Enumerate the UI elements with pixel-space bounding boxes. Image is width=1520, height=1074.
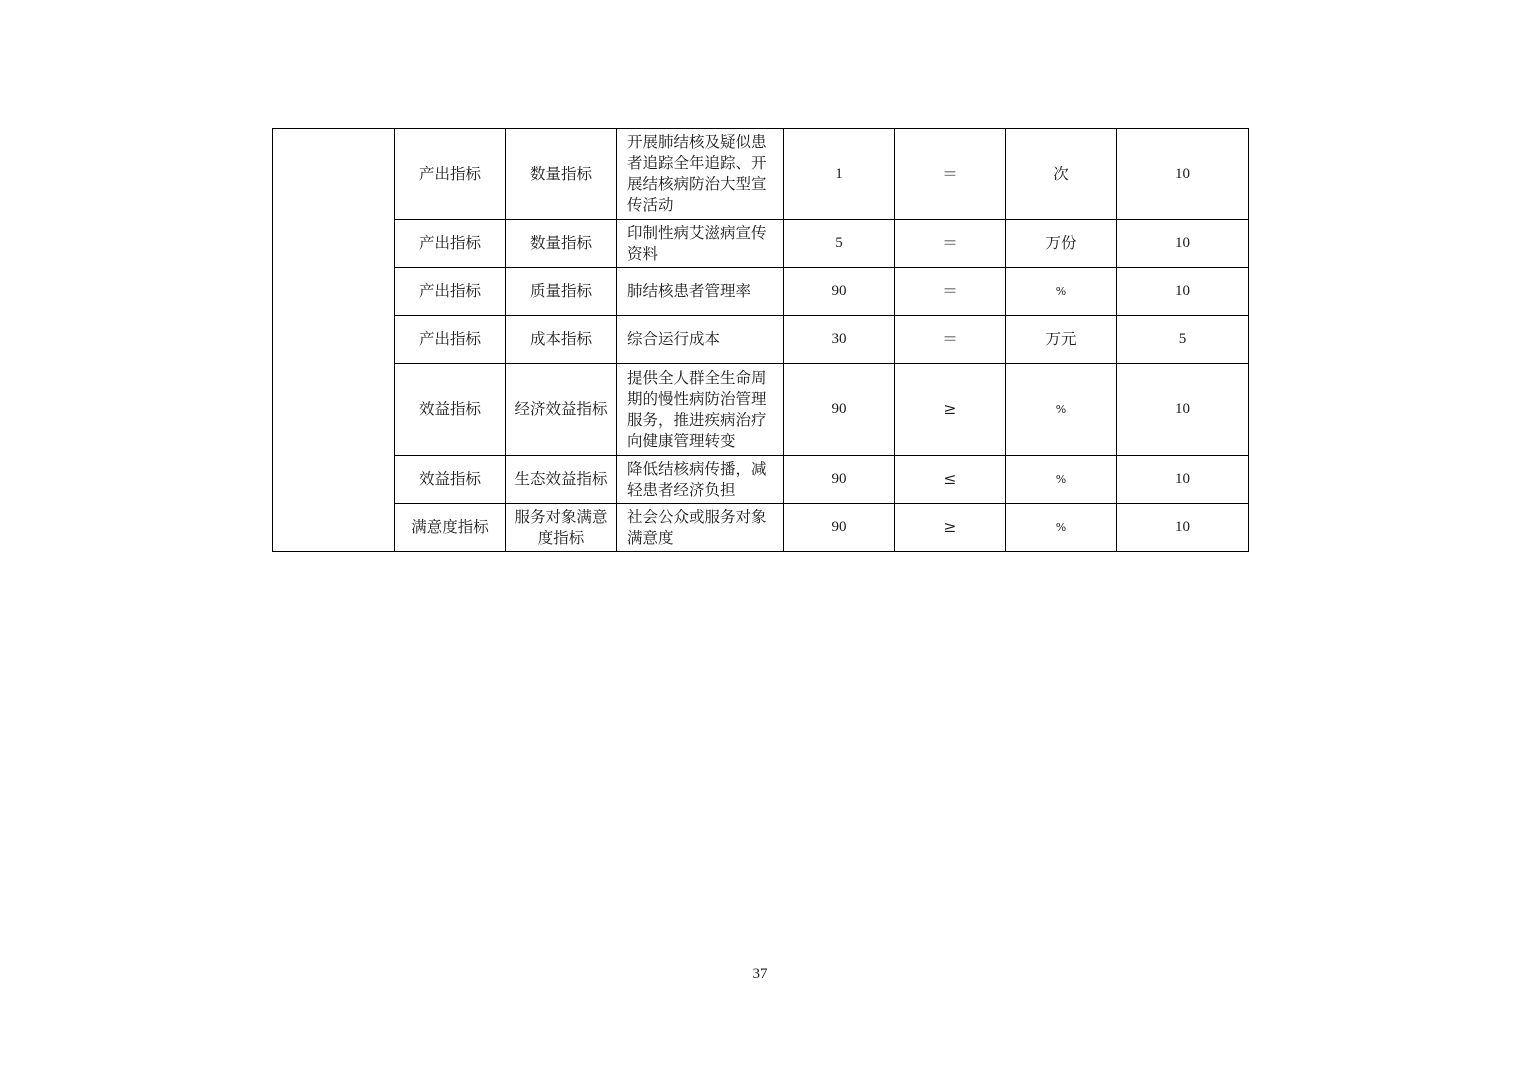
- unit-cell: %: [1006, 268, 1117, 316]
- table-row: [273, 504, 1249, 552]
- level2-indicator-cell: 服务对象满意度指标: [506, 504, 617, 552]
- indicator-description-cell: 降低结核病传播，减轻患者经济负担: [617, 456, 784, 504]
- score-cell: 5: [1117, 316, 1249, 364]
- score-cell: 10: [1117, 456, 1249, 504]
- level1-indicator-cell: 满意度指标: [395, 504, 506, 552]
- target-value-cell: 90: [784, 504, 895, 552]
- operator-cell: ＝: [895, 129, 1006, 220]
- level2-indicator-cell: 成本指标: [506, 316, 617, 364]
- score-cell: 10: [1117, 220, 1249, 268]
- indicator-description-cell: 综合运行成本: [617, 316, 784, 364]
- page-number: 37: [752, 966, 768, 982]
- target-value-cell: 1: [784, 129, 895, 220]
- level1-indicator-cell: 效益指标: [395, 456, 506, 504]
- indicator-description-cell: 提供全人群全生命周期的慢性病防治管理服务，推进疾病治疗向健康管理转变: [617, 364, 784, 456]
- indicator-description-cell: 社会公众或服务对象满意度: [617, 504, 784, 552]
- target-value-cell: 5: [784, 220, 895, 268]
- table-row: [273, 129, 1249, 220]
- unit-cell: %: [1006, 364, 1117, 456]
- unit-cell: %: [1006, 504, 1117, 552]
- operator-cell: ＝: [895, 220, 1006, 268]
- merged-category-cell: [273, 129, 395, 552]
- table-row: [273, 220, 1249, 268]
- table-row: [273, 316, 1249, 364]
- unit-cell: 万元: [1006, 316, 1117, 364]
- level1-indicator-cell: 产出指标: [395, 316, 506, 364]
- performance-indicator-table: [272, 128, 1249, 552]
- level2-indicator-cell: 质量指标: [506, 268, 617, 316]
- level2-indicator-cell: 数量指标: [506, 129, 617, 220]
- score-cell: 10: [1117, 268, 1249, 316]
- level1-indicator-cell: 产出指标: [395, 268, 506, 316]
- target-value-cell: 90: [784, 268, 895, 316]
- target-value-cell: 90: [784, 456, 895, 504]
- level2-indicator-cell: 经济效益指标: [506, 364, 617, 456]
- unit-cell: %: [1006, 456, 1117, 504]
- operator-cell: ≥: [895, 364, 1006, 456]
- indicator-description-cell: 印制性病艾滋病宣传资料: [617, 220, 784, 268]
- score-cell: 10: [1117, 364, 1249, 456]
- level1-indicator-cell: 产出指标: [395, 129, 506, 220]
- unit-cell: 万份: [1006, 220, 1117, 268]
- indicator-description-cell: 肺结核患者管理率: [617, 268, 784, 316]
- level1-indicator-cell: 产出指标: [395, 220, 506, 268]
- operator-cell: ≤: [895, 456, 1006, 504]
- operator-cell: ＝: [895, 316, 1006, 364]
- target-value-cell: 90: [784, 364, 895, 456]
- operator-cell: ≥: [895, 504, 1006, 552]
- level1-indicator-cell: 效益指标: [395, 364, 506, 456]
- table-row: [273, 364, 1249, 456]
- table-row: [273, 456, 1249, 504]
- unit-cell: 次: [1006, 129, 1117, 220]
- score-cell: 10: [1117, 504, 1249, 552]
- level2-indicator-cell: 生态效益指标: [506, 456, 617, 504]
- level2-indicator-cell: 数量指标: [506, 220, 617, 268]
- target-value-cell: 30: [784, 316, 895, 364]
- table-row: [273, 268, 1249, 316]
- operator-cell: ＝: [895, 268, 1006, 316]
- indicator-description-cell: 开展肺结核及疑似患者追踪全年追踪、开展结核病防治大型宣传活动: [617, 129, 784, 220]
- score-cell: 10: [1117, 129, 1249, 220]
